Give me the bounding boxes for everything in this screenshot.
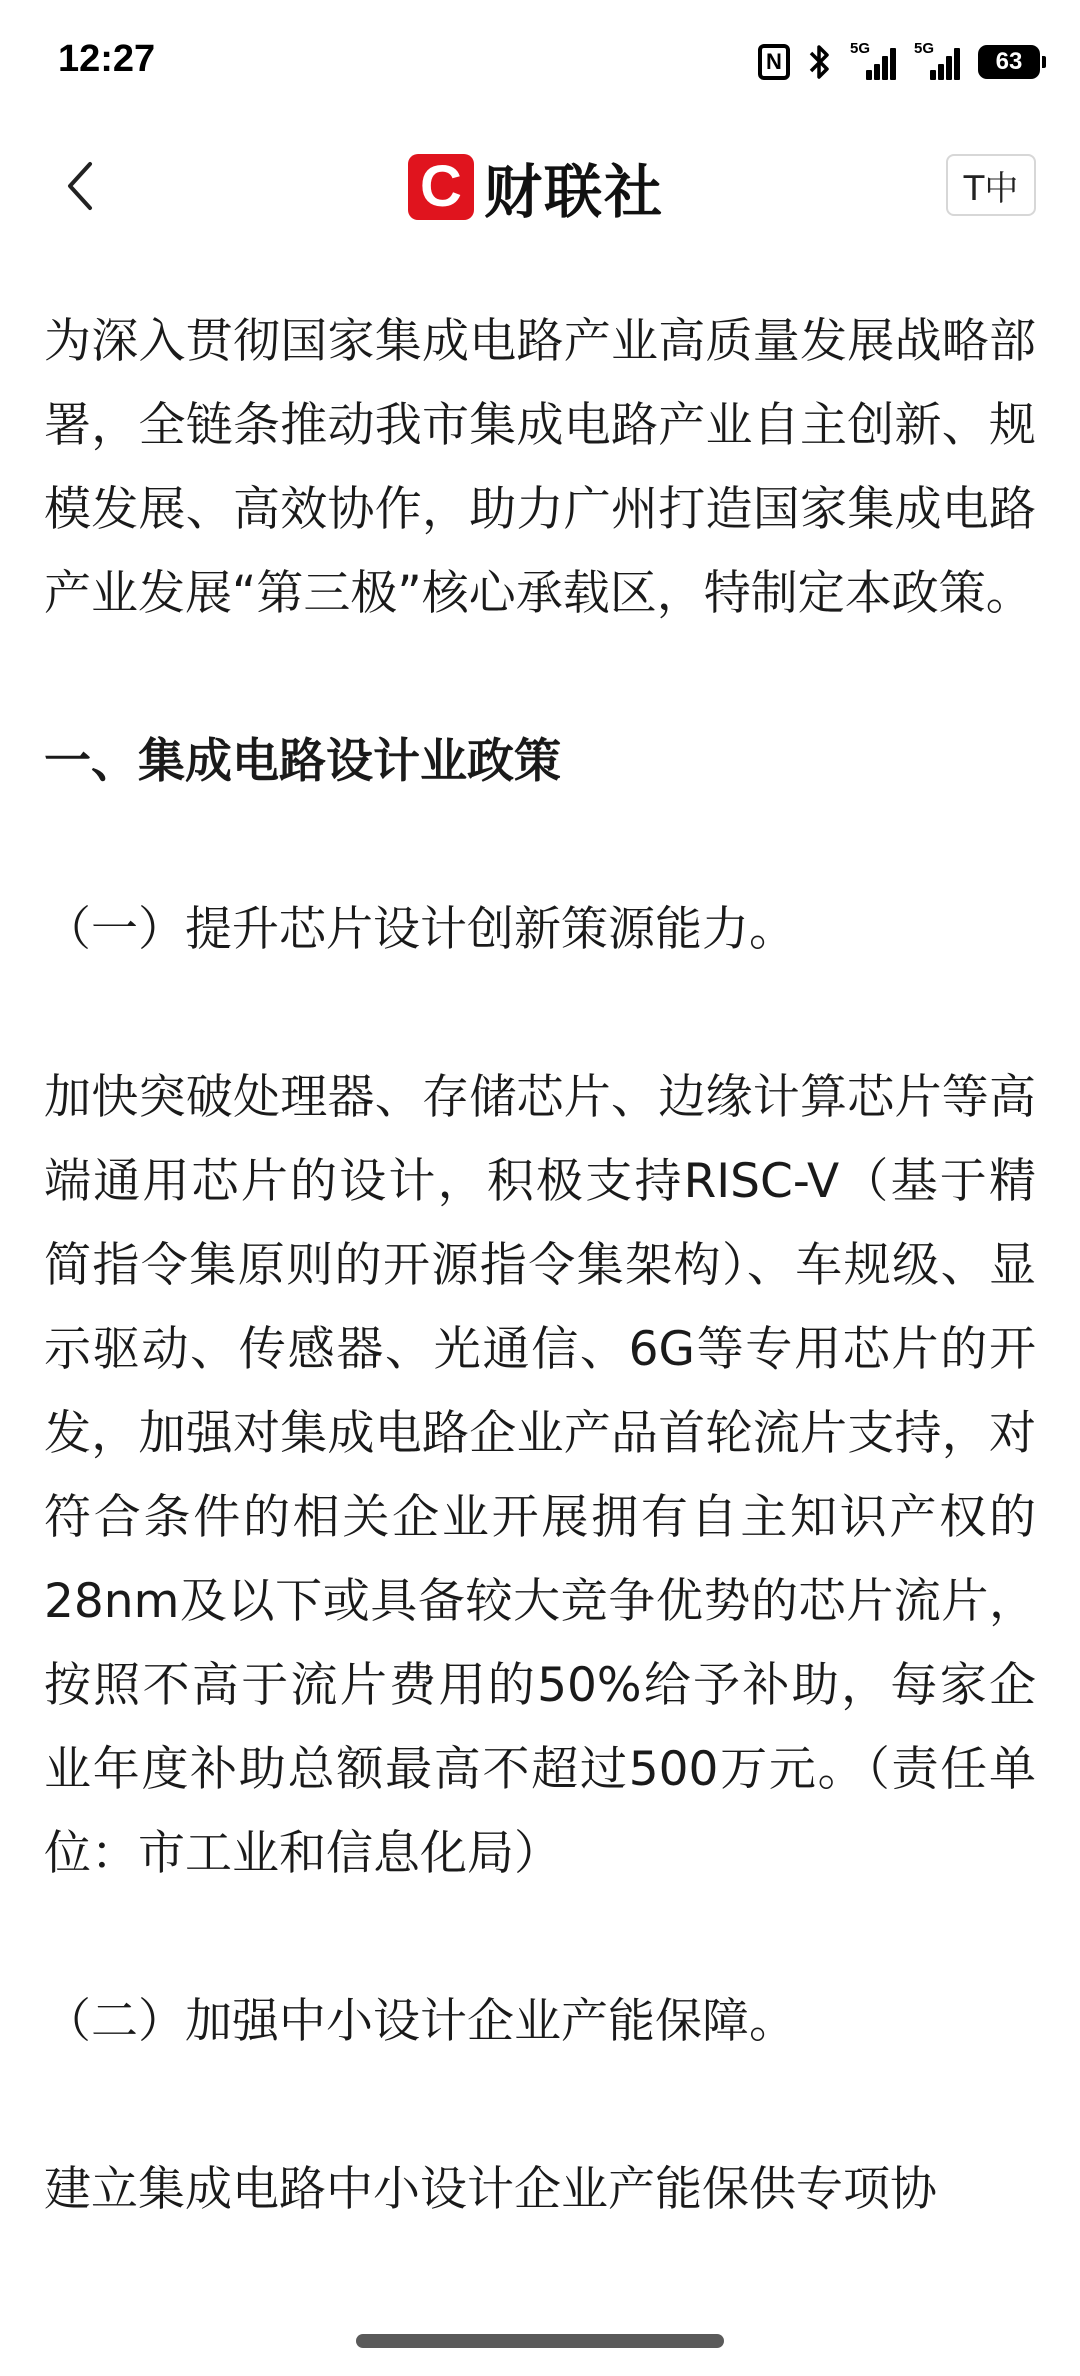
status-bar [0, 0, 1080, 130]
nfc-icon: N [758, 44, 790, 80]
signal-5g-icon [850, 40, 896, 80]
logo-text: 财联社 [484, 158, 665, 226]
battery-icon: 63 [978, 45, 1040, 79]
status-icons [758, 42, 1040, 82]
signal-label: 5G [850, 40, 871, 57]
signal-label: 5G [914, 40, 935, 57]
logo-mark: C [408, 154, 474, 220]
font-size-button[interactable]: T中 [946, 154, 1036, 216]
chevron-left-icon [60, 158, 100, 214]
app-logo [408, 152, 665, 226]
sub-heading: （二）加强中小设计企业产能保障。 [44, 1994, 796, 2049]
back-button[interactable] [48, 154, 112, 218]
status-time: 12:27 [58, 38, 156, 80]
bluetooth-icon [808, 43, 832, 81]
article-body [44, 300, 1036, 2217]
sub-heading: （一）提升芯片设计创新策源能力。 [44, 902, 796, 957]
signal-5g-icon [914, 40, 960, 80]
article-paragraph: 加快突破处理器、存储芯片、边缘计算芯片等高端通用芯片的设计，积极支持RISC-V（基于精简指令集原则的开源指令集架构）、车规级、显示驱动、传感器、光通信、6G等专用芯片的开发，加强对集成电路企业产品首轮流片支持，对符合条件的相关企业开展拥有自主知识产权的28nm及以下或具备较大竞争优势的芯片流片，按照不高于流片费用的50%给予补助，每家企业年度补助总额最高不超过500万元。（责任单位：市工业和信息化局） [44, 1070, 1036, 1881]
home-indicator[interactable] [356, 2334, 724, 2348]
article-intro: 为深入贯彻国家集成电路产业高质量发展战略部署，全链条推动我市集成电路产业自主创新、规模发展、高效协作，助力广州打造国家集成电路产业发展“第三极”核心承载区，特制定本政策。 [44, 314, 1036, 621]
article-paragraph-partial: 建立集成电路中小设计企业产能保供专项协 [44, 2162, 937, 2217]
nav-bar [0, 130, 1080, 250]
section-heading: 一、集成电路设计业政策 [44, 734, 561, 789]
